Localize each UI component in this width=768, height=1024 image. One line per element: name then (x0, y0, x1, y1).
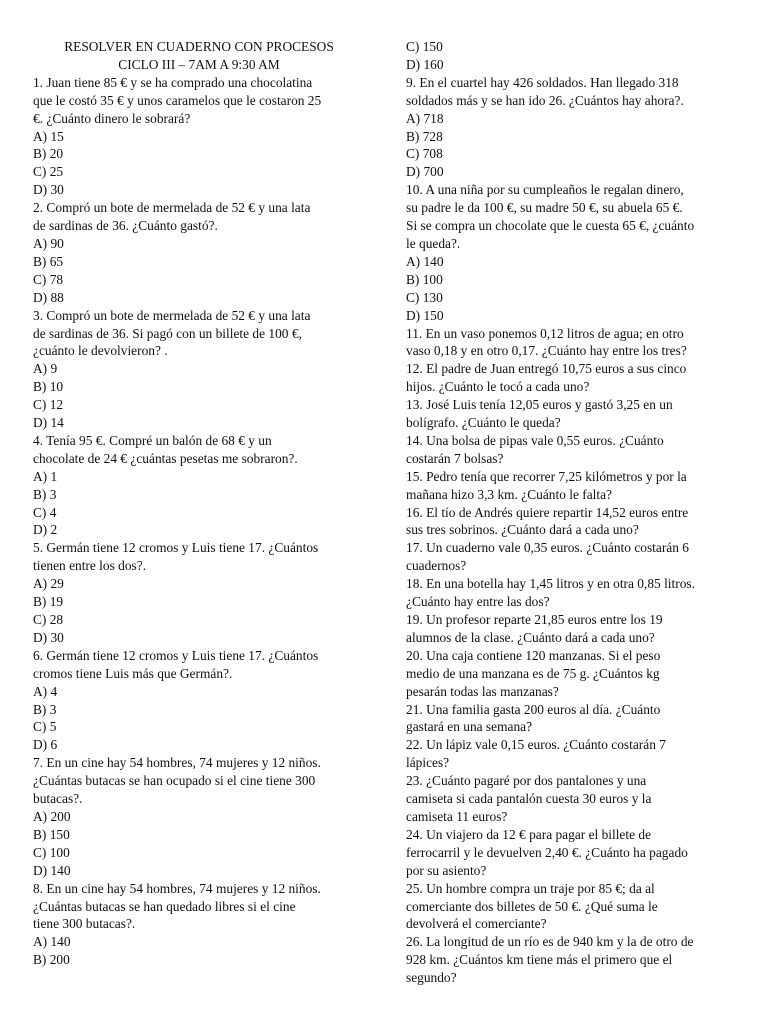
question-text: 17. Un cuaderno vale 0,35 euros. ¿Cuánto costarán 6 cuadernos? (406, 540, 689, 574)
answer-option: D) 14 (33, 415, 64, 431)
answer-option: B) 728 (406, 128, 443, 144)
question-text: 7. En un cine hay 54 hombres, 74 mujeres y 12 niños. ¿Cuántas butacas se han ocupado si el cine tiene 300 butacas?. (33, 755, 321, 807)
question-block (33, 880, 365, 970)
answer-option: B) 3 (33, 701, 57, 717)
answer-option: D) 6 (33, 737, 58, 753)
question-block (406, 539, 736, 575)
question-block (406, 360, 736, 396)
right-question-list (406, 38, 736, 987)
question-text: 4. Tenía 95 €. Compré un balón de 68 € y un chocolate de 24 € ¿cuántas pesetas me sobraron?. (33, 432, 298, 466)
question-block (406, 325, 736, 361)
question-block (406, 181, 736, 324)
answer-option: C) 150 (406, 39, 443, 54)
left-question-list (33, 74, 365, 969)
answer-option: C) 25 (33, 164, 64, 180)
answer-option: B) 19 (33, 594, 64, 610)
left-column (33, 38, 365, 969)
answer-option: D) 160 (406, 56, 444, 72)
header-title: RESOLVER EN CUADERNO CON PROCESOS (64, 39, 334, 54)
answer-option: A) 4 (33, 683, 58, 699)
answer-option: A) 9 (33, 361, 58, 377)
question-text: 12. El padre de Juan entregó 10,75 euros a sus cinco hijos. ¿Cuánto le tocó a cada uno? (406, 361, 687, 395)
question-text: 18. En una botella hay 1,45 litros y en otra 0,85 litros. ¿Cuánto hay entre las dos? (406, 576, 695, 610)
question-block (406, 880, 736, 934)
answer-option: D) 30 (33, 182, 64, 198)
question-text: 22. Un lápiz vale 0,15 euros. ¿Cuánto costarán 7 lápices? (406, 737, 666, 771)
question-text: 20. Una caja contiene 120 manzanas. Si el peso medio de una manzana es de 75 g. ¿Cuántos kg pesarán todas las manzanas? (406, 647, 661, 699)
question-block (406, 772, 736, 826)
question-text: 8. En un cine hay 54 hombres, 74 mujeres y 12 niños. ¿Cuántas butacas se han quedado libres si el cine tiene 300 butacas?. (33, 880, 321, 932)
answer-option: C) 5 (33, 719, 57, 735)
question-block (406, 826, 736, 880)
answer-option: B) 100 (406, 271, 443, 287)
answer-option: D) 2 (33, 522, 58, 538)
answer-option: A) 140 (406, 253, 444, 269)
question-text: 5. Germán tiene 12 cromos y Luis tiene 17. ¿Cuántos tienen entre los dos?. (33, 540, 319, 574)
question-block (406, 701, 736, 737)
answer-option: B) 3 (33, 486, 57, 502)
question-text: 2. Compró un bote de mermelada de 52 € y una lata de sardinas de 36. ¿Cuánto gastó?. (33, 200, 311, 234)
question-text: 14. Una bolsa de pipas vale 0,55 euros. ¿Cuánto costarán 7 bolsas? (406, 432, 664, 466)
answer-option: D) 140 (33, 862, 71, 878)
question-text: 9. En el cuartel hay 426 soldados. Han llegado 318 soldados más y se han ido 26. ¿Cuántos hay ahora?. (406, 74, 684, 108)
question-block (406, 611, 736, 647)
answer-option: A) 29 (33, 576, 64, 592)
answer-option: A) 15 (33, 128, 64, 144)
question-text: 26. La longitud de un río es de 940 km y la de otro de 928 km. ¿Cuántos km tiene más el primero que el segundo? (406, 934, 694, 986)
answer-option: B) 65 (33, 253, 64, 269)
question-block (33, 74, 365, 199)
answer-option: B) 10 (33, 379, 64, 395)
question-block (406, 396, 736, 432)
answer-option: C) 78 (33, 271, 64, 287)
answer-option: A) 1 (33, 468, 58, 484)
question-text: 15. Pedro tenía que recorrer 7,25 kilómetros y por la mañana hizo 3,3 km. ¿Cuánto le falta? (406, 468, 687, 502)
question-block (33, 307, 365, 432)
question-block (33, 539, 365, 646)
answer-option: A) 140 (33, 934, 71, 950)
question-block (406, 933, 736, 987)
answer-option: C) 12 (33, 397, 64, 413)
answer-option: B) 20 (33, 146, 64, 162)
question-text: 19. Un profesor reparte 21,85 euros entre los 19 alumnos de la clase. ¿Cuánto dará a cada uno? (406, 612, 663, 645)
answer-option: D) 30 (33, 629, 64, 645)
question-block (406, 74, 736, 181)
answer-option: D) 700 (406, 164, 444, 180)
question-text: 6. Germán tiene 12 cromos y Luis tiene 17. ¿Cuántos cromos tiene Luis más que Germán?. (33, 647, 319, 681)
question-block (406, 468, 736, 504)
question-block (33, 432, 365, 539)
question-text: 13. José Luis tenía 12,05 euros y gastó 3,25 en un bolígrafo. ¿Cuánto le queda? (406, 397, 673, 431)
answer-option: D) 88 (33, 289, 64, 305)
answer-option: A) 200 (33, 808, 71, 824)
answer-option: D) 150 (406, 307, 444, 323)
answer-option: C) 100 (33, 844, 70, 860)
question-text: 11. En un vaso ponemos 0,12 litros de agua; en otro vaso 0,18 y en otro 0,17. ¿Cuánto hay entre los tres? (406, 325, 687, 359)
question-text: 16. El tío de Andrés quiere repartir 14,52 euros entre sus tres sobrinos. ¿Cuánto dará a cada uno? (406, 504, 689, 538)
right-column (406, 38, 736, 987)
question-text: 3. Compró un bote de mermelada de 52 € y una lata de sardinas de 36. Si pagó con un billete de 100 €, ¿cuánto le devolvieron? . (33, 307, 311, 359)
question-block (406, 38, 736, 74)
question-block (33, 754, 365, 879)
answer-option: C) 708 (406, 146, 443, 162)
question-text: 21. Una familia gasta 200 euros al día. ¿Cuánto gastará en una semana? (406, 701, 661, 735)
question-text: 23. ¿Cuánto pagaré por dos pantalones y una camiseta si cada pantalón cuesta 30 euros y la camiseta 11 euros? (406, 773, 652, 824)
question-block (406, 575, 736, 611)
answer-option: A) 90 (33, 235, 64, 251)
question-block (406, 432, 736, 468)
question-block (406, 736, 736, 772)
answer-option: C) 130 (406, 289, 443, 305)
question-text: 24. Un viajero da 12 € para pagar el billete de ferrocarril y le devuelven 2,40 €. ¿Cuánto ha pagado por su asiento? (406, 826, 688, 878)
question-text: 25. Un hombre compra un traje por 85 €; da al comerciante dos billetes de 50 €. ¿Qué suma le devolverá el comerciante? (406, 880, 658, 932)
question-block (33, 647, 365, 754)
answer-option: B) 200 (33, 952, 70, 968)
header-subtitle: CICLO III – 7AM A 9:30 AM (118, 56, 280, 72)
question-text: 1. Juan tiene 85 € y se ha comprado una chocolatina que le costó 35 € y unos caramelos que le costaron 25 €. ¿Cuánto dinero le sobrará? (33, 74, 322, 126)
question-text: 10. A una niña por su cumpleaños le regalan dinero, su padre le da 100 €, su madre 50 €, su abuela 65 €. Si se compra un chocolate que le cuesta 65 €, ¿cuánto le queda?. (406, 182, 695, 251)
question-block (406, 647, 736, 701)
question-block (33, 199, 365, 306)
answer-option: C) 4 (33, 504, 57, 520)
answer-option: B) 150 (33, 826, 70, 842)
answer-option: C) 28 (33, 612, 64, 627)
question-block (406, 504, 736, 540)
answer-option: A) 718 (406, 110, 444, 126)
worksheet-header (33, 38, 365, 74)
